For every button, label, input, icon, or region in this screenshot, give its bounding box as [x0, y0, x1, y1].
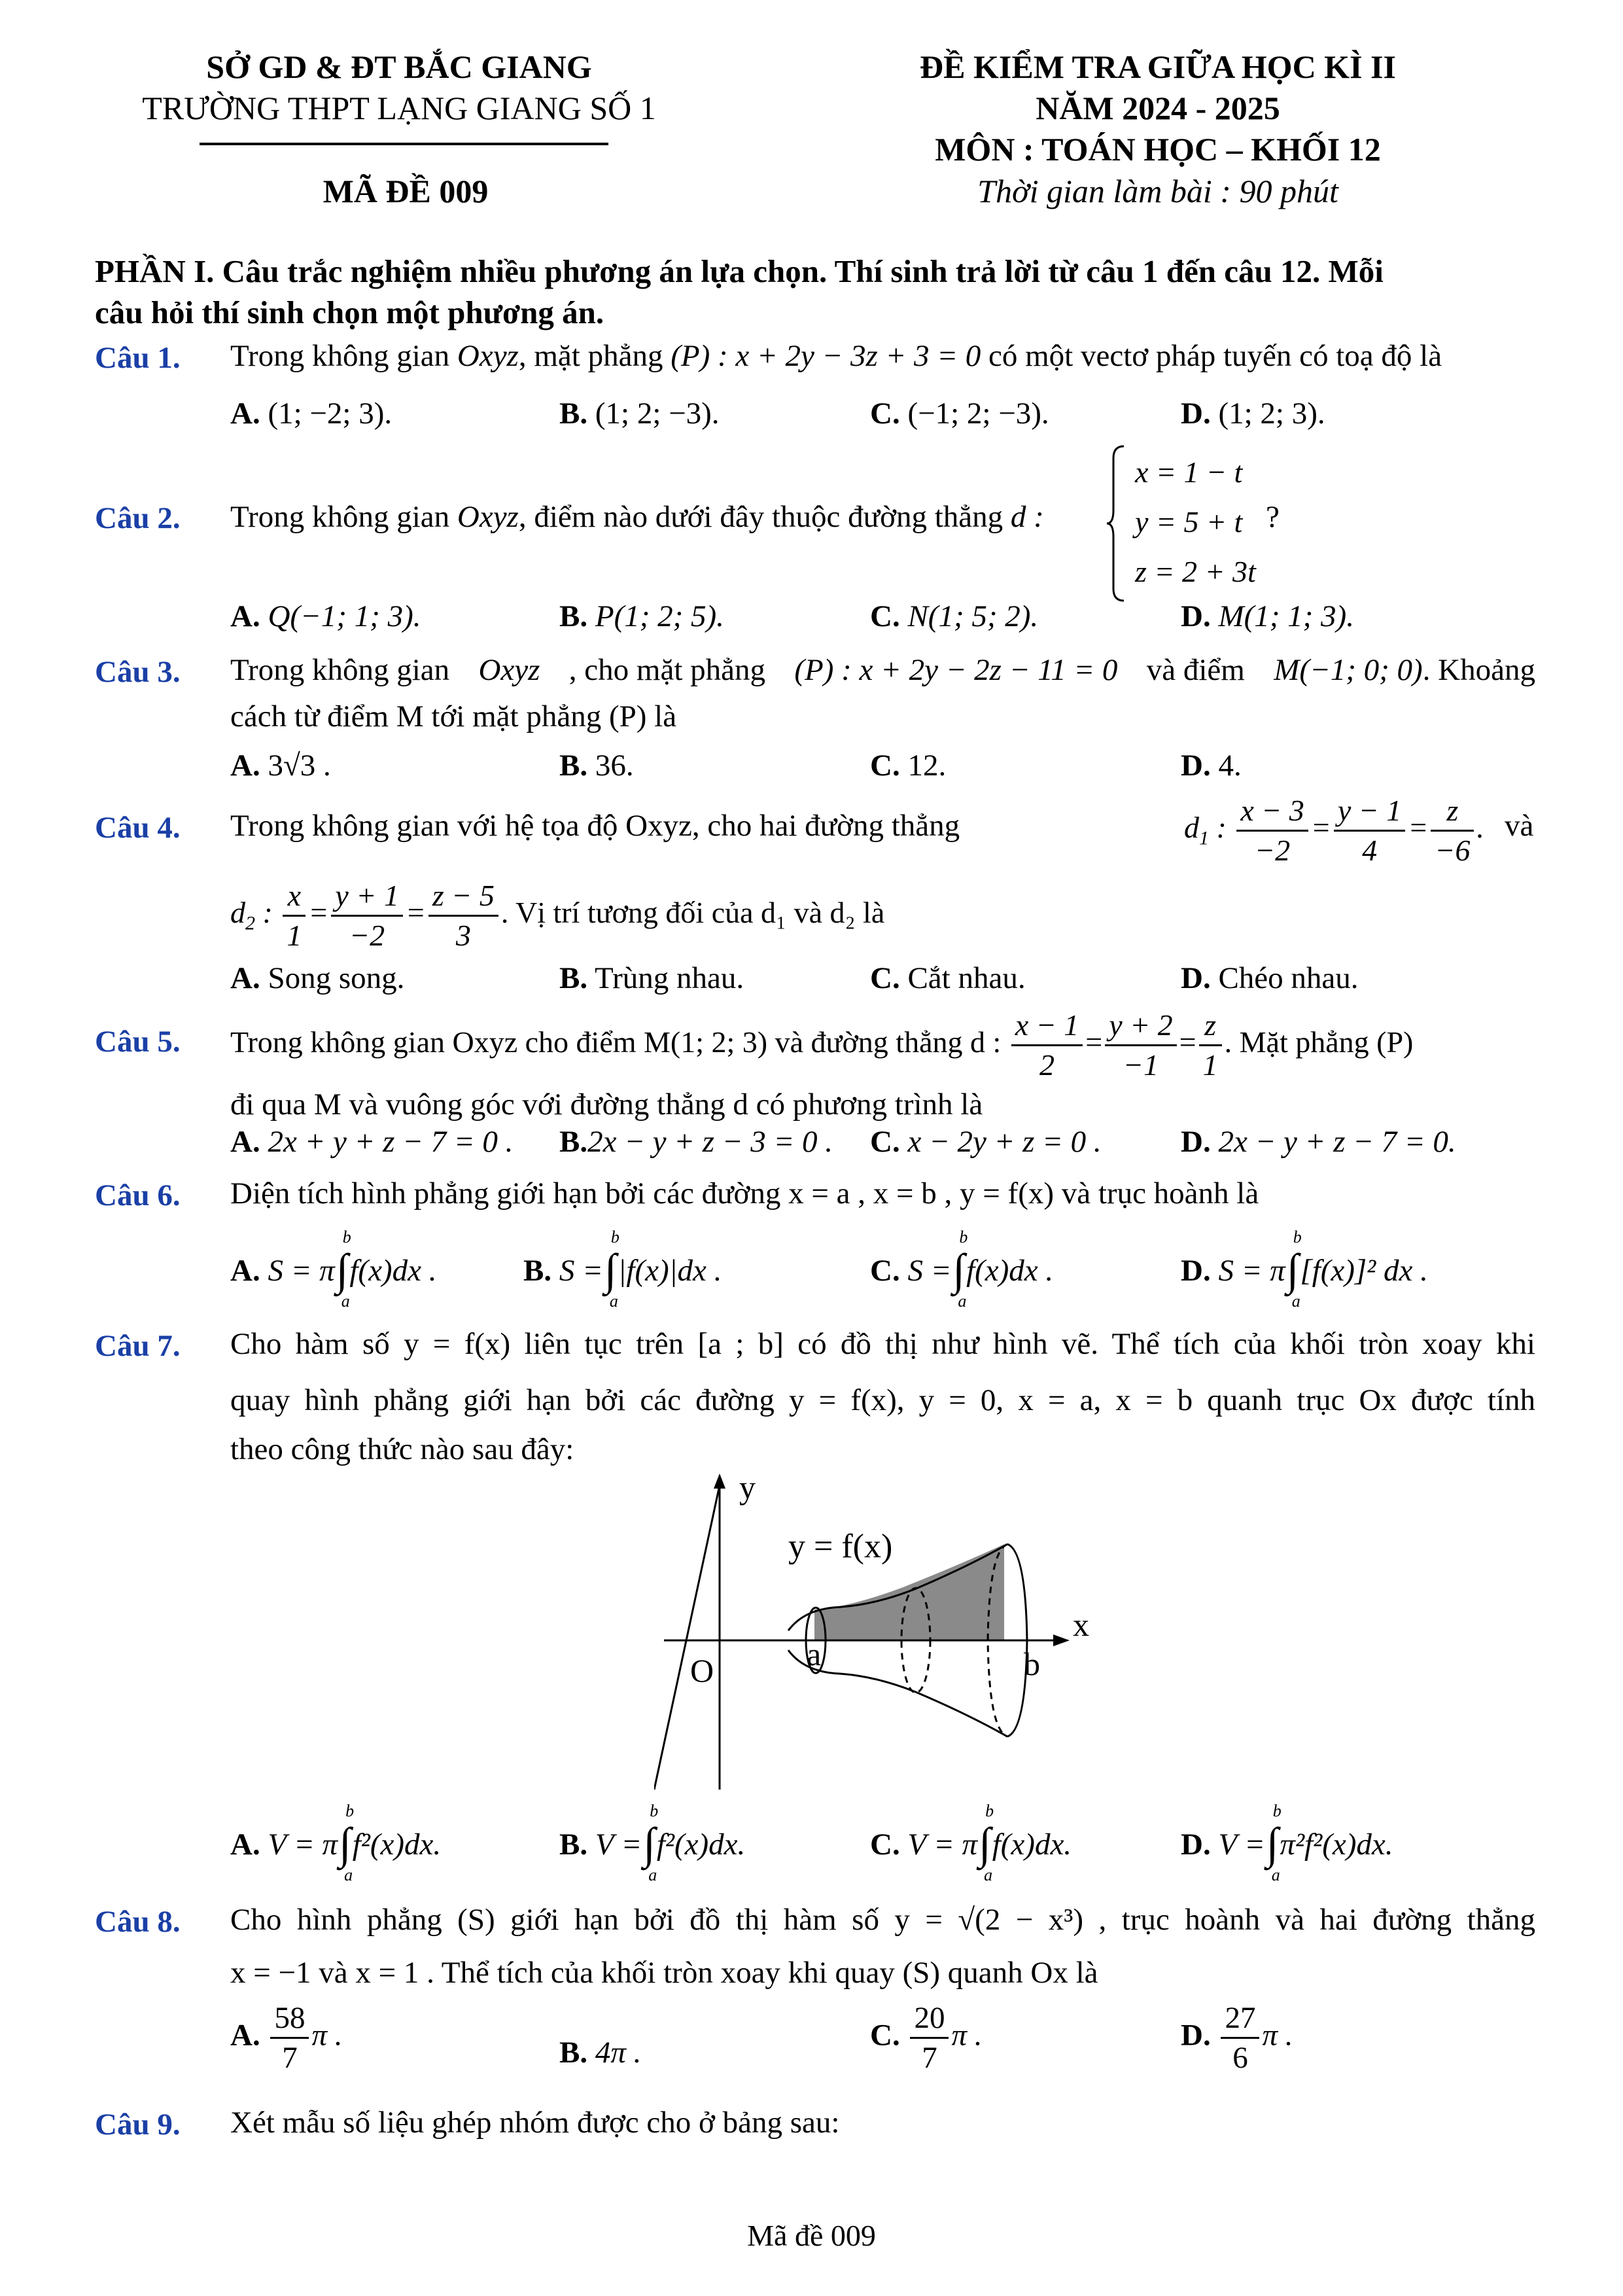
section-title-line1: PHẦN I. Câu trắc nghiệm nhiều phương án lựa chọn. Thí sinh trả lời từ câu 1 đến câu 12. Mỗi: [95, 253, 1384, 289]
q1-option-b[interactable]: B. (1; 2; −3).: [559, 397, 720, 431]
q1-option-a[interactable]: A. (1; −2; 3).: [230, 397, 393, 431]
exam-code: MÃ ĐỀ 009: [323, 173, 489, 209]
q2-option-b[interactable]: B. P(1; 2; 5).: [559, 599, 724, 633]
page-footer: Mã đề 009: [747, 2219, 876, 2252]
q8-label: Câu 8.: [95, 1905, 181, 1939]
q4-label: Câu 4.: [95, 811, 181, 845]
q3-stem-line1: Trong không gian Oxyz , cho mặt phẳng (P) : x + 2y − 2z − 11 = 0 và điểm M(−1; 0; 0). Khoảng: [230, 653, 1535, 687]
q3-option-d[interactable]: D. 4.: [1181, 749, 1242, 783]
q9-label: Câu 9.: [95, 2108, 181, 2142]
q7-figure: [654, 1459, 1164, 1799]
q2-label: Câu 2.: [95, 501, 181, 535]
q4-option-b[interactable]: B. Trùng nhau.: [559, 961, 744, 995]
q8-option-c[interactable]: C. $\frac{20}{7}$ π .: [870, 1999, 983, 2077]
dept-name: SỞ GD & ĐT BẮC GIANG: [206, 48, 592, 85]
q8-stem-line1: Cho hình phẳng (S) giới hạn bởi đồ thị hàm số y = √(2 − x³) , trục hoành và hai đường thẳng: [230, 1903, 1535, 1937]
q5-option-d[interactable]: D. 2x − y + z − 7 = 0.: [1181, 1125, 1456, 1159]
q2-option-a[interactable]: A. Q(−1; 1; 3).: [230, 599, 421, 633]
school-name: TRƯỜNG THPT LẠNG GIANG SỐ 1: [142, 90, 656, 126]
q9-stem: Xét mẫu số liệu ghép nhóm được cho ở bảng sau:: [230, 2106, 840, 2140]
q4-and: và: [1505, 809, 1534, 843]
q8-stem-line2: x = −1 và x = 1 . Thể tích của khối tròn xoay khi quay (S) quanh Ox là: [230, 1956, 1098, 1990]
q8-option-a[interactable]: A. $\frac{58}{7}$ π .: [230, 1999, 343, 2077]
q7-stem-line1: Cho hàm số y = f(x) liên tục trên [a ; b] có đồ thị như hình vẽ. Thể tích của khối tròn xoay khi: [230, 1327, 1535, 1361]
q7-option-d[interactable]: D. V =∫ b a π²f²(x)dx.: [1181, 1801, 1393, 1884]
q5-option-b[interactable]: B.2x − y + z − 3 = 0 .: [559, 1125, 833, 1159]
q7-curve-lower: [788, 1650, 1007, 1737]
school-year: NĂM 2024 - 2025: [1036, 90, 1280, 126]
q1-stem: Trong không gian Oxyz, mặt phẳng (P) : x + 2y − 3z + 3 = 0 có một vectơ pháp tuyến có toạ độ là: [230, 339, 1442, 373]
exam-title: ĐỀ KIỂM TRA GIỮA HỌC KÌ II: [920, 48, 1396, 85]
q5-stem-line1: Trong không gian Oxyz cho điểm M(1; 2; 3) và đường thẳng d : $\frac{x - 1}{2}$ = $\frac{y + 2}{-1}$ = $\frac{z}{1}$ . Mặt phẳng (P): [230, 1006, 1413, 1084]
subject: MÔN : TOÁN HỌC – KHỐI 12: [935, 131, 1381, 168]
q2-option-c[interactable]: C. N(1; 5; 2).: [870, 599, 1039, 633]
q7-label-a: a: [807, 1636, 822, 1672]
q4-d2-equation: $d_2$ : $\frac{x}{1}$ = $\frac{y + 1}{-2}$ = $\frac{z - 5}{3}$ . Vị trí tương đối của d₁ và d₂ là: [230, 877, 884, 955]
q7-label: Câu 7.: [95, 1329, 181, 1363]
q1-option-c[interactable]: C. (−1; 2; −3).: [870, 397, 1049, 431]
q7-label-x: x: [1073, 1606, 1089, 1643]
q3-option-a[interactable]: A. 3√3 .: [230, 749, 331, 783]
q5-option-a[interactable]: A. 2x + y + z − 7 = 0 .: [230, 1125, 514, 1159]
q6-label: Câu 6.: [95, 1178, 181, 1212]
q2-question-mark: ?: [1266, 500, 1280, 534]
q7-y-arrow: [714, 1474, 725, 1489]
q7-label-y: y: [739, 1469, 756, 1506]
section-title-line2: câu hỏi thí sinh chọn một phương án.: [95, 294, 604, 330]
q5-stem-line2: đi qua M và vuông góc với đường thẳng d có phương trình là: [230, 1087, 983, 1122]
q6-stem: Diện tích hình phẳng giới hạn bởi các đường x = a , x = b , y = f(x) và trục hoành là: [230, 1176, 1259, 1210]
q7-option-b[interactable]: B. V =∫ b a f²(x)dx.: [559, 1801, 746, 1884]
q4-d1-equation: $d_1$ : $\frac{x - 3}{-2}$ = $\frac{y - 1}{4}$ = $\frac{z}{-6}$ .: [1184, 792, 1484, 870]
header-divider: [200, 143, 608, 145]
q6-option-b[interactable]: B. S =∫ b a |f(x)|dx .: [523, 1227, 722, 1311]
q7-option-a[interactable]: A. V = π∫ b a f²(x)dx.: [230, 1801, 442, 1884]
q1-plane-eq: (P) : x + 2y − 3z + 3 = 0: [671, 339, 981, 373]
q1-option-d[interactable]: D. (1; 2; 3).: [1181, 397, 1325, 431]
q7-x-arrow: [1053, 1634, 1070, 1646]
q7-y-axis: [654, 1485, 720, 1790]
q7-stem-line2: quay hình phẳng giới hạn bởi các đường y = f(x), y = 0, x = a, x = b quanh trục Ox được tính: [230, 1383, 1535, 1417]
q7-label-b: b: [1024, 1646, 1040, 1682]
q1-label: Câu 1.: [95, 341, 181, 375]
q6-option-a[interactable]: A. S = π∫ b a f(x)dx .: [230, 1227, 437, 1311]
exam-time: Thời gian làm bài : 90 phút: [977, 173, 1338, 209]
q4-option-d[interactable]: D. Chéo nhau.: [1181, 961, 1359, 995]
q7-option-c[interactable]: C. V = π∫ b a f(x)dx.: [870, 1801, 1072, 1884]
q7-label-origin: O: [690, 1652, 714, 1689]
q3-label: Câu 3.: [95, 655, 181, 689]
q7-stem-line3: theo công thức nào sau đây:: [230, 1432, 574, 1466]
q6-option-d[interactable]: D. S = π∫ b a [f(x)]² dx .: [1181, 1227, 1428, 1311]
q2-stem: Trong không gian Oxyz, điểm nào dưới đây thuộc đường thẳng d :: [230, 500, 1044, 534]
q8-option-b[interactable]: B. 4π .: [559, 2036, 642, 2070]
q7-label-curve: y = f(x): [788, 1528, 893, 1565]
q6-option-c[interactable]: C. S =∫ b a f(x)dx .: [870, 1227, 1054, 1311]
q4-option-c[interactable]: C. Cắt nhau.: [870, 961, 1026, 995]
q5-option-c[interactable]: C. x − 2y + z = 0 .: [870, 1125, 1102, 1159]
q3-stem-line2: cách từ điểm M tới mặt phẳng (P) là: [230, 699, 677, 733]
q2-system: x = 1 − t y = 5 + t z = 2 + 3t: [1135, 455, 1256, 588]
q2-option-d[interactable]: D. M(1; 1; 3).: [1181, 599, 1354, 633]
q5-label: Câu 5.: [95, 1025, 181, 1059]
q4-stem-line1: Trong không gian với hệ tọa độ Oxyz, cho hai đường thẳng: [230, 809, 960, 843]
q3-option-b[interactable]: B. 36.: [559, 749, 634, 783]
q4-option-a[interactable]: A. Song song.: [230, 961, 405, 995]
q3-option-c[interactable]: C. 12.: [870, 749, 947, 783]
q8-option-d[interactable]: D. $\frac{27}{6}$ π .: [1181, 1999, 1293, 2077]
